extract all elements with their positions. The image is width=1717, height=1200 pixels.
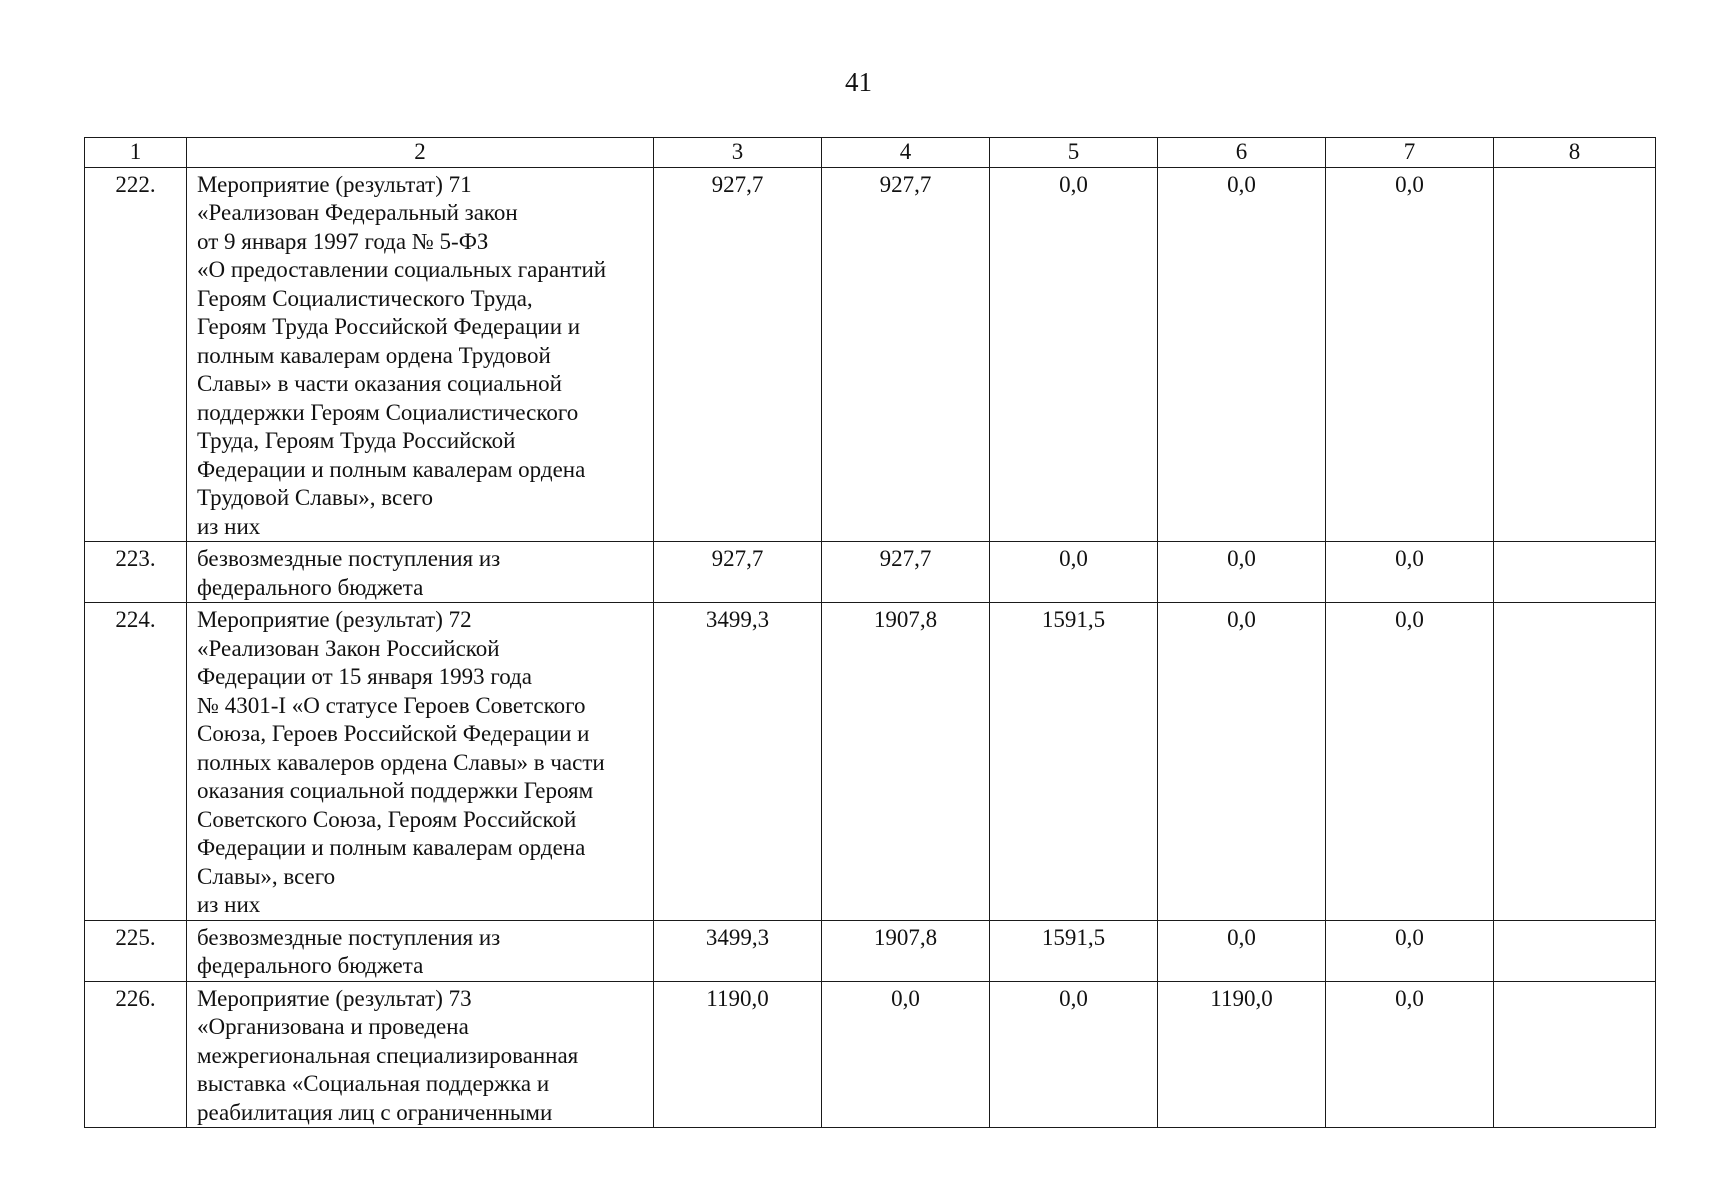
- column-header: 4: [822, 138, 990, 168]
- value-col-6: 0,0: [1158, 603, 1326, 921]
- value-col-7: 0,0: [1326, 603, 1494, 921]
- value-col-3: 927,7: [654, 542, 822, 603]
- row-description: Мероприятие (результат) 71 «Реализован Федеральный закон от 9 января 1997 года № 5-ФЗ «О предоставлении социальных гарантий Героям Социалистического Труда, Героям Труда Российской Федерации и полным кавалерам ордена Трудовой Славы» в части оказания социальной поддержки Героям Социалистического Труда, Героям Труда Российской Федерации и полным кавалерам ордена Трудовой Славы», всего из них: [187, 167, 654, 542]
- column-header: 3: [654, 138, 822, 168]
- page-number: 41: [845, 67, 872, 97]
- value-col-6: 0,0: [1158, 920, 1326, 981]
- column-header: 7: [1326, 138, 1494, 168]
- value-col-6: 1190,0: [1158, 981, 1326, 1128]
- value-col-7: 0,0: [1326, 981, 1494, 1128]
- value-col-7: 0,0: [1326, 542, 1494, 603]
- row-number: 222.: [85, 167, 187, 542]
- value-col-5: 1591,5: [990, 920, 1158, 981]
- budget-table: [84, 137, 1656, 1128]
- table-row: [85, 981, 1656, 1128]
- table-row: [85, 920, 1656, 981]
- value-col-8: [1494, 167, 1656, 542]
- value-col-6: 0,0: [1158, 542, 1326, 603]
- value-col-5: 0,0: [990, 167, 1158, 542]
- value-col-5: 1591,5: [990, 603, 1158, 921]
- row-number: 224.: [85, 603, 187, 921]
- column-header: 2: [187, 138, 654, 168]
- value-col-6: 0,0: [1158, 167, 1326, 542]
- row-description: безвозмездные поступления из федерального бюджета: [187, 542, 654, 603]
- column-header: 1: [85, 138, 187, 168]
- column-header: 8: [1494, 138, 1656, 168]
- table-row: [85, 542, 1656, 603]
- value-col-4: 0,0: [822, 981, 990, 1128]
- value-col-5: 0,0: [990, 542, 1158, 603]
- value-col-3: 1190,0: [654, 981, 822, 1128]
- header-row: [85, 138, 1656, 168]
- value-col-7: 0,0: [1326, 167, 1494, 542]
- value-col-8: [1494, 603, 1656, 921]
- value-col-8: [1494, 542, 1656, 603]
- value-col-4: 1907,8: [822, 920, 990, 981]
- value-col-4: 927,7: [822, 542, 990, 603]
- value-col-8: [1494, 981, 1656, 1128]
- value-col-3: 927,7: [654, 167, 822, 542]
- row-number: 225.: [85, 920, 187, 981]
- value-col-8: [1494, 920, 1656, 981]
- value-col-5: 0,0: [990, 981, 1158, 1128]
- row-description: безвозмездные поступления из федерального бюджета: [187, 920, 654, 981]
- row-description: Мероприятие (результат) 72 «Реализован Закон Российской Федерации от 15 января 1993 года № 4301-I «О статусе Героев Советского Союза, Героев Российской Федерации и полных кавалеров ордена Славы» в части оказания социальной поддержки Героям Советского Союза, Героям Российской Федерации и полным кавалерам ордена Славы», всего из них: [187, 603, 654, 921]
- value-col-3: 3499,3: [654, 603, 822, 921]
- row-number: 226.: [85, 981, 187, 1128]
- row-number: 223.: [85, 542, 187, 603]
- value-col-7: 0,0: [1326, 920, 1494, 981]
- table-row: [85, 603, 1656, 921]
- column-header: 6: [1158, 138, 1326, 168]
- table-row: [85, 167, 1656, 542]
- row-description: Мероприятие (результат) 73 «Организована и проведена межрегиональная специализированная выставка «Социальная поддержка и реабилитация лиц с ограниченными: [187, 981, 654, 1128]
- value-col-4: 927,7: [822, 167, 990, 542]
- value-col-3: 3499,3: [654, 920, 822, 981]
- value-col-4: 1907,8: [822, 603, 990, 921]
- column-header: 5: [990, 138, 1158, 168]
